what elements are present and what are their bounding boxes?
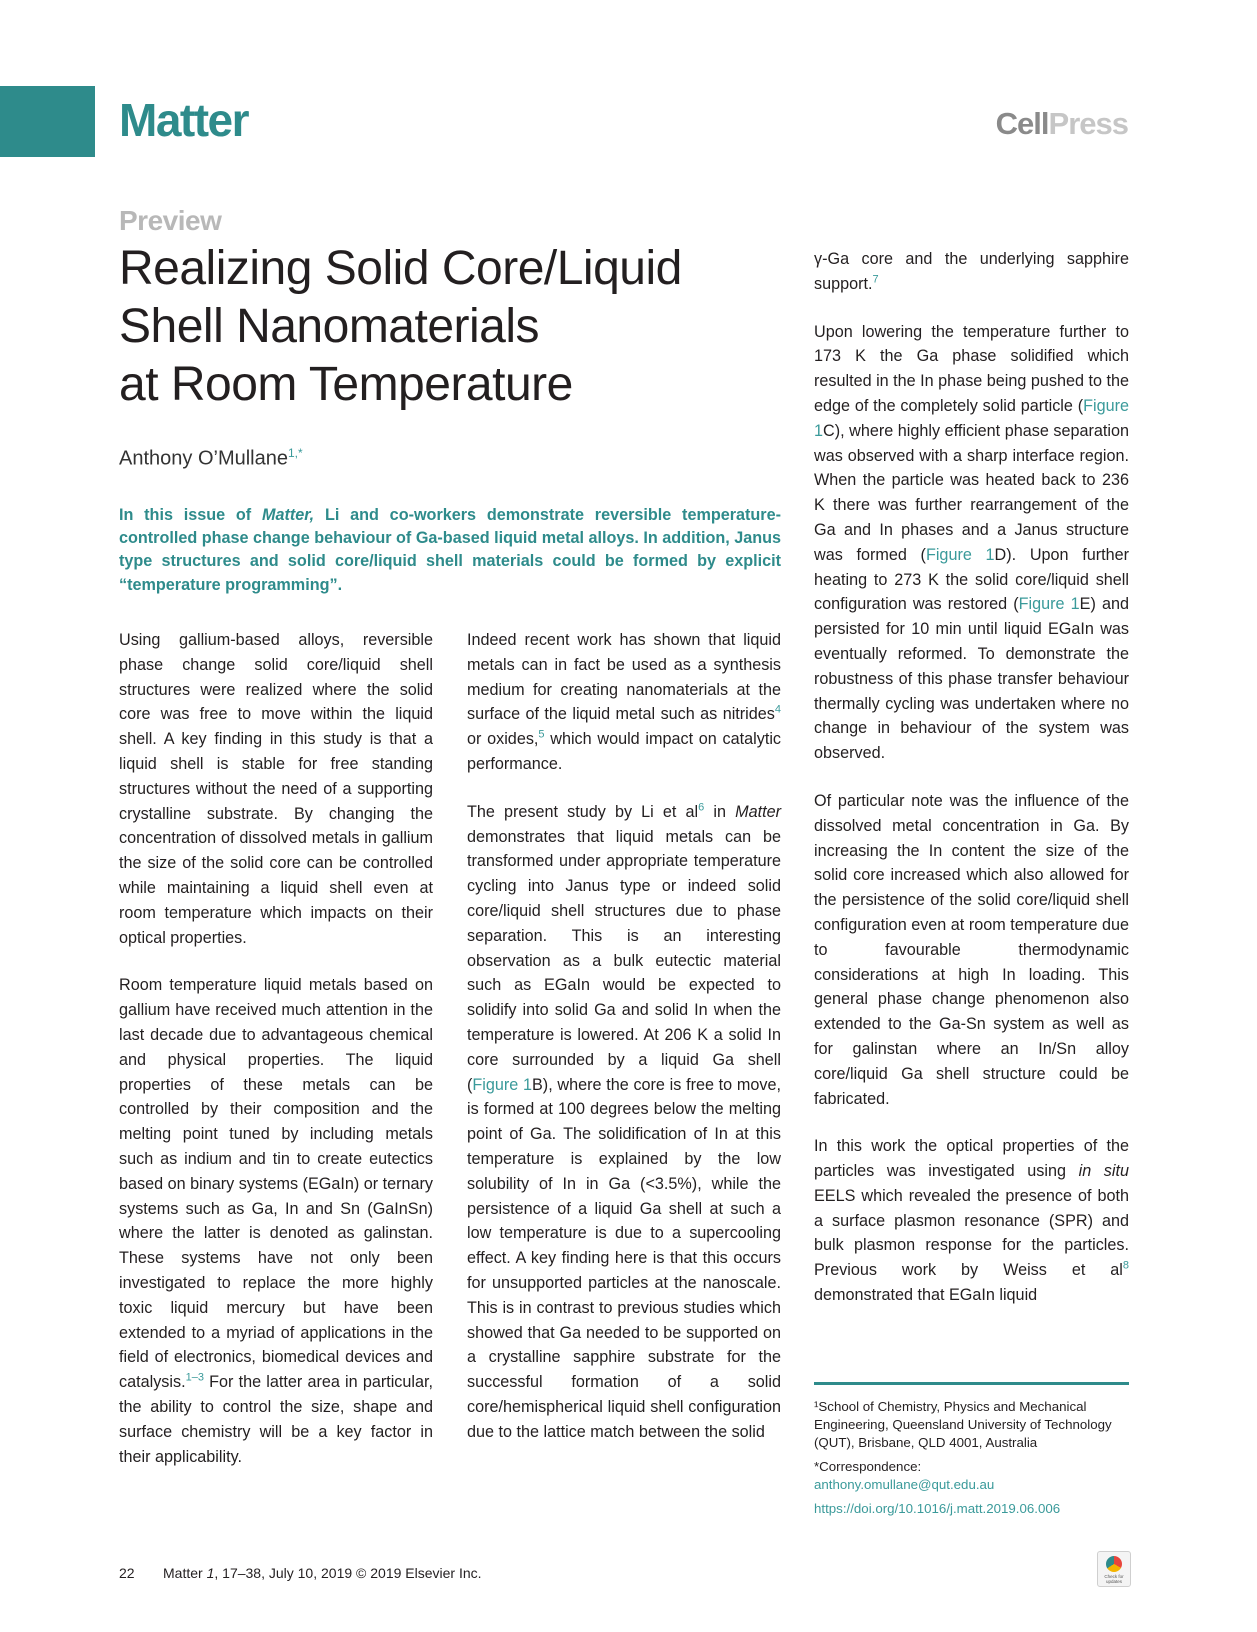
article-title — [119, 240, 779, 414]
paragraph-optical: In this work the optical properties of the particles was investigated using in situ EELS which revealed the presence of both a surface plasmon resonance (SPR) and bulk plasmon response for the particles. Previous work by Weiss et al$^8$ demonstrated that EGaIn liquid — [814, 1137, 1129, 1305]
paragraph-concentration: Of particular note was the influence of the dissolved metal concentration in Ga. By increasing the In content the size of the solid core increased which also allowed for the persistence of the solid core/liquid shell configuration even at room temperature due to favourable thermodynamic considerations at high In loading. This general phase change phenomenon also extended to the Ga-Sn system as well as for galinstan where an In/Sn alloy core/liquid Ga shell structure could be fabricated. — [814, 791, 1129, 1108]
reference-link[interactable]: 6 — [698, 801, 705, 814]
figure-link[interactable]: Figure 1 — [472, 1075, 532, 1094]
page-number: 22 — [119, 1565, 135, 1581]
title-line-2: Shell Nanomaterials — [119, 300, 540, 353]
footnotes — [814, 1398, 1134, 1518]
reference-link[interactable]: 8 — [1122, 1259, 1129, 1272]
author-affiliation-mark[interactable]: 1,* — [287, 446, 303, 460]
title-line-3: at Room Temperature — [119, 358, 573, 411]
reference-link[interactable]: 5 — [538, 728, 545, 741]
correspondence-label: *Correspondence: — [814, 1459, 922, 1474]
author-name[interactable]: Anthony O’Mullane — [119, 447, 288, 470]
paragraph-recent-work: Indeed recent work has shown that liquid metals can in fact be used as a synthesis medium for creating nanomaterials at the surface of the liquid metal such as nitrides$^4$ or oxides,$^5$ which would impact on catalytic performance. — [467, 631, 782, 773]
paragraph-intro: Using gallium-based alloys, reversible phase change solid core/liquid shell structures were realized where the solid core was free to move within the liquid shell. A key finding in this study is that a liquid shell is stable for free standing structures without the need of a supporting crystalline substrate. By changing the concentration of dissolved metals in gallium the size of the solid core can be controlled while maintaining a liquid shell even at room temperature which impacts on their optical properties. — [119, 631, 433, 947]
paragraph-continued: γ-Ga core and the underlying sapphire support.$^7$ — [814, 250, 1129, 293]
figure-link[interactable]: Figure 1 — [814, 396, 1129, 440]
body-column-1 — [119, 628, 433, 1469]
check-for-updates-badge[interactable] — [1097, 1551, 1131, 1587]
body-column-3 — [814, 247, 1129, 1308]
check-updates-label: Check for updates — [1104, 1574, 1124, 1584]
publisher-logo-press: Press — [1048, 106, 1128, 141]
footnote-divider — [814, 1382, 1129, 1385]
paragraph-temperature-cycling: Upon lowering the temperature further to 173 K the Ga phase solidified which resulted in the In phase being pushed to the edge of the completely solid particle (Figure 1C), where highly efficient phase separation was observed with a sharp interface region. When the particle was heated back to 236 K there was further rearrangement of the Ga and In phases and a Janus structure was formed (Figure 1D). Upon further heating to 273 K the solid core/liquid shell configuration was restored (Figure 1E) and persisted for 10 min until liquid EGaIn was eventually reformed. To demonstrate the robustness of this phase transfer behaviour thermally cycling was undertaken where no change in behaviour of the system was observed. — [814, 322, 1129, 763]
figure-link[interactable]: Figure 1 — [1018, 595, 1080, 614]
reference-link[interactable]: 1–3 — [185, 1371, 204, 1384]
section-label: Preview — [119, 205, 222, 236]
journal-color-block — [0, 86, 95, 157]
abstract-journal: Matter, — [261, 506, 315, 524]
reference-link[interactable]: 4 — [774, 704, 781, 716]
body-column-2 — [467, 628, 781, 1445]
affiliation-note: ¹School of Chemistry, Physics and Mechanical Engineering, Queensland University of Technology (QUT), Brisbane, QLD 4001, Australia — [814, 1399, 1112, 1450]
abstract: In this issue of Matter, Li and co-workers demonstrate reversible temperature-controlled phase change behaviour of Ga-based liquid metal alloys. In addition, Janus type structures and solid core/liquid shell materials could be formed by explicit “temperature programming”. — [119, 506, 782, 594]
publisher-logo-cell: Cell — [995, 106, 1049, 141]
paragraph-present-study: The present study by Li et al$^6$ in Matter demonstrates that liquid metals can be transformed under appropriate temperature cycling into Janus type or indeed solid core/liquid shell structures due to phase separation. This is an interesting observation as a bulk eutectic material such as EGaIn would be expected to solidify into solid Ga and solid In when the temperature is lowered. At 206 K a solid In core surrounded by a liquid Ga shell (Figure 1B), where the core is free to move, is formed at 100 degrees below the melting point of Ga. The solidification of In at this temperature is explained by the low solubility of In in Ga (<3.5%), while the persistence of a liquid Ga shell at such a low temperature is due to a supercooling effect. A key finding here is that this occurs for unsupported particles at the nanoscale. This is in contrast to previous studies which showed that Ga needed to be supported on a crystalline sapphire substrate for the successful formation of a solid core/hemispherical liquid shell configuration due to the lattice match between the solid — [467, 801, 781, 1441]
correspondence-email-link[interactable]: anthony.omullane@qut.edu.au — [814, 1477, 995, 1492]
doi-link[interactable]: https://doi.org/10.1016/j.matt.2019.06.006 — [814, 1501, 1061, 1516]
paragraph-background: Room temperature liquid metals based on gallium have received much attention in the last decade due to advantageous chemical and physical properties. The liquid properties of these metals can be controlled by their composition and the melting point tuned by including metals such as indium and tin to create eutectics based on binary systems (EGaIn) or ternary systems such as Ga, In and Sn (GaInSn) where the latter is denoted as galinstan. These systems have not only been investigated to replace the more highly toxic liquid mercury but have been extended to a myriad of applications in the field of electronics, biomedical devices and catalysis.$^{1-3}$ For the latter area in particular, the ability to control the size, shape and surface chemistry will be a key factor in their applicability. — [119, 976, 433, 1466]
check-updates-icon — [1106, 1556, 1122, 1572]
author-line — [119, 440, 303, 472]
journal-logo: Matter — [119, 94, 249, 146]
publisher-logo — [996, 106, 1128, 142]
reference-link[interactable]: 7 — [872, 273, 879, 286]
figure-link[interactable]: Figure 1 — [925, 545, 995, 564]
page-footer — [119, 1564, 482, 1582]
footer-citation: Matter 1, 17–38, July 10, 2019 © 2019 Elsevier Inc. — [163, 1565, 482, 1581]
title-line-1: Realizing Solid Core/Liquid — [119, 242, 682, 295]
